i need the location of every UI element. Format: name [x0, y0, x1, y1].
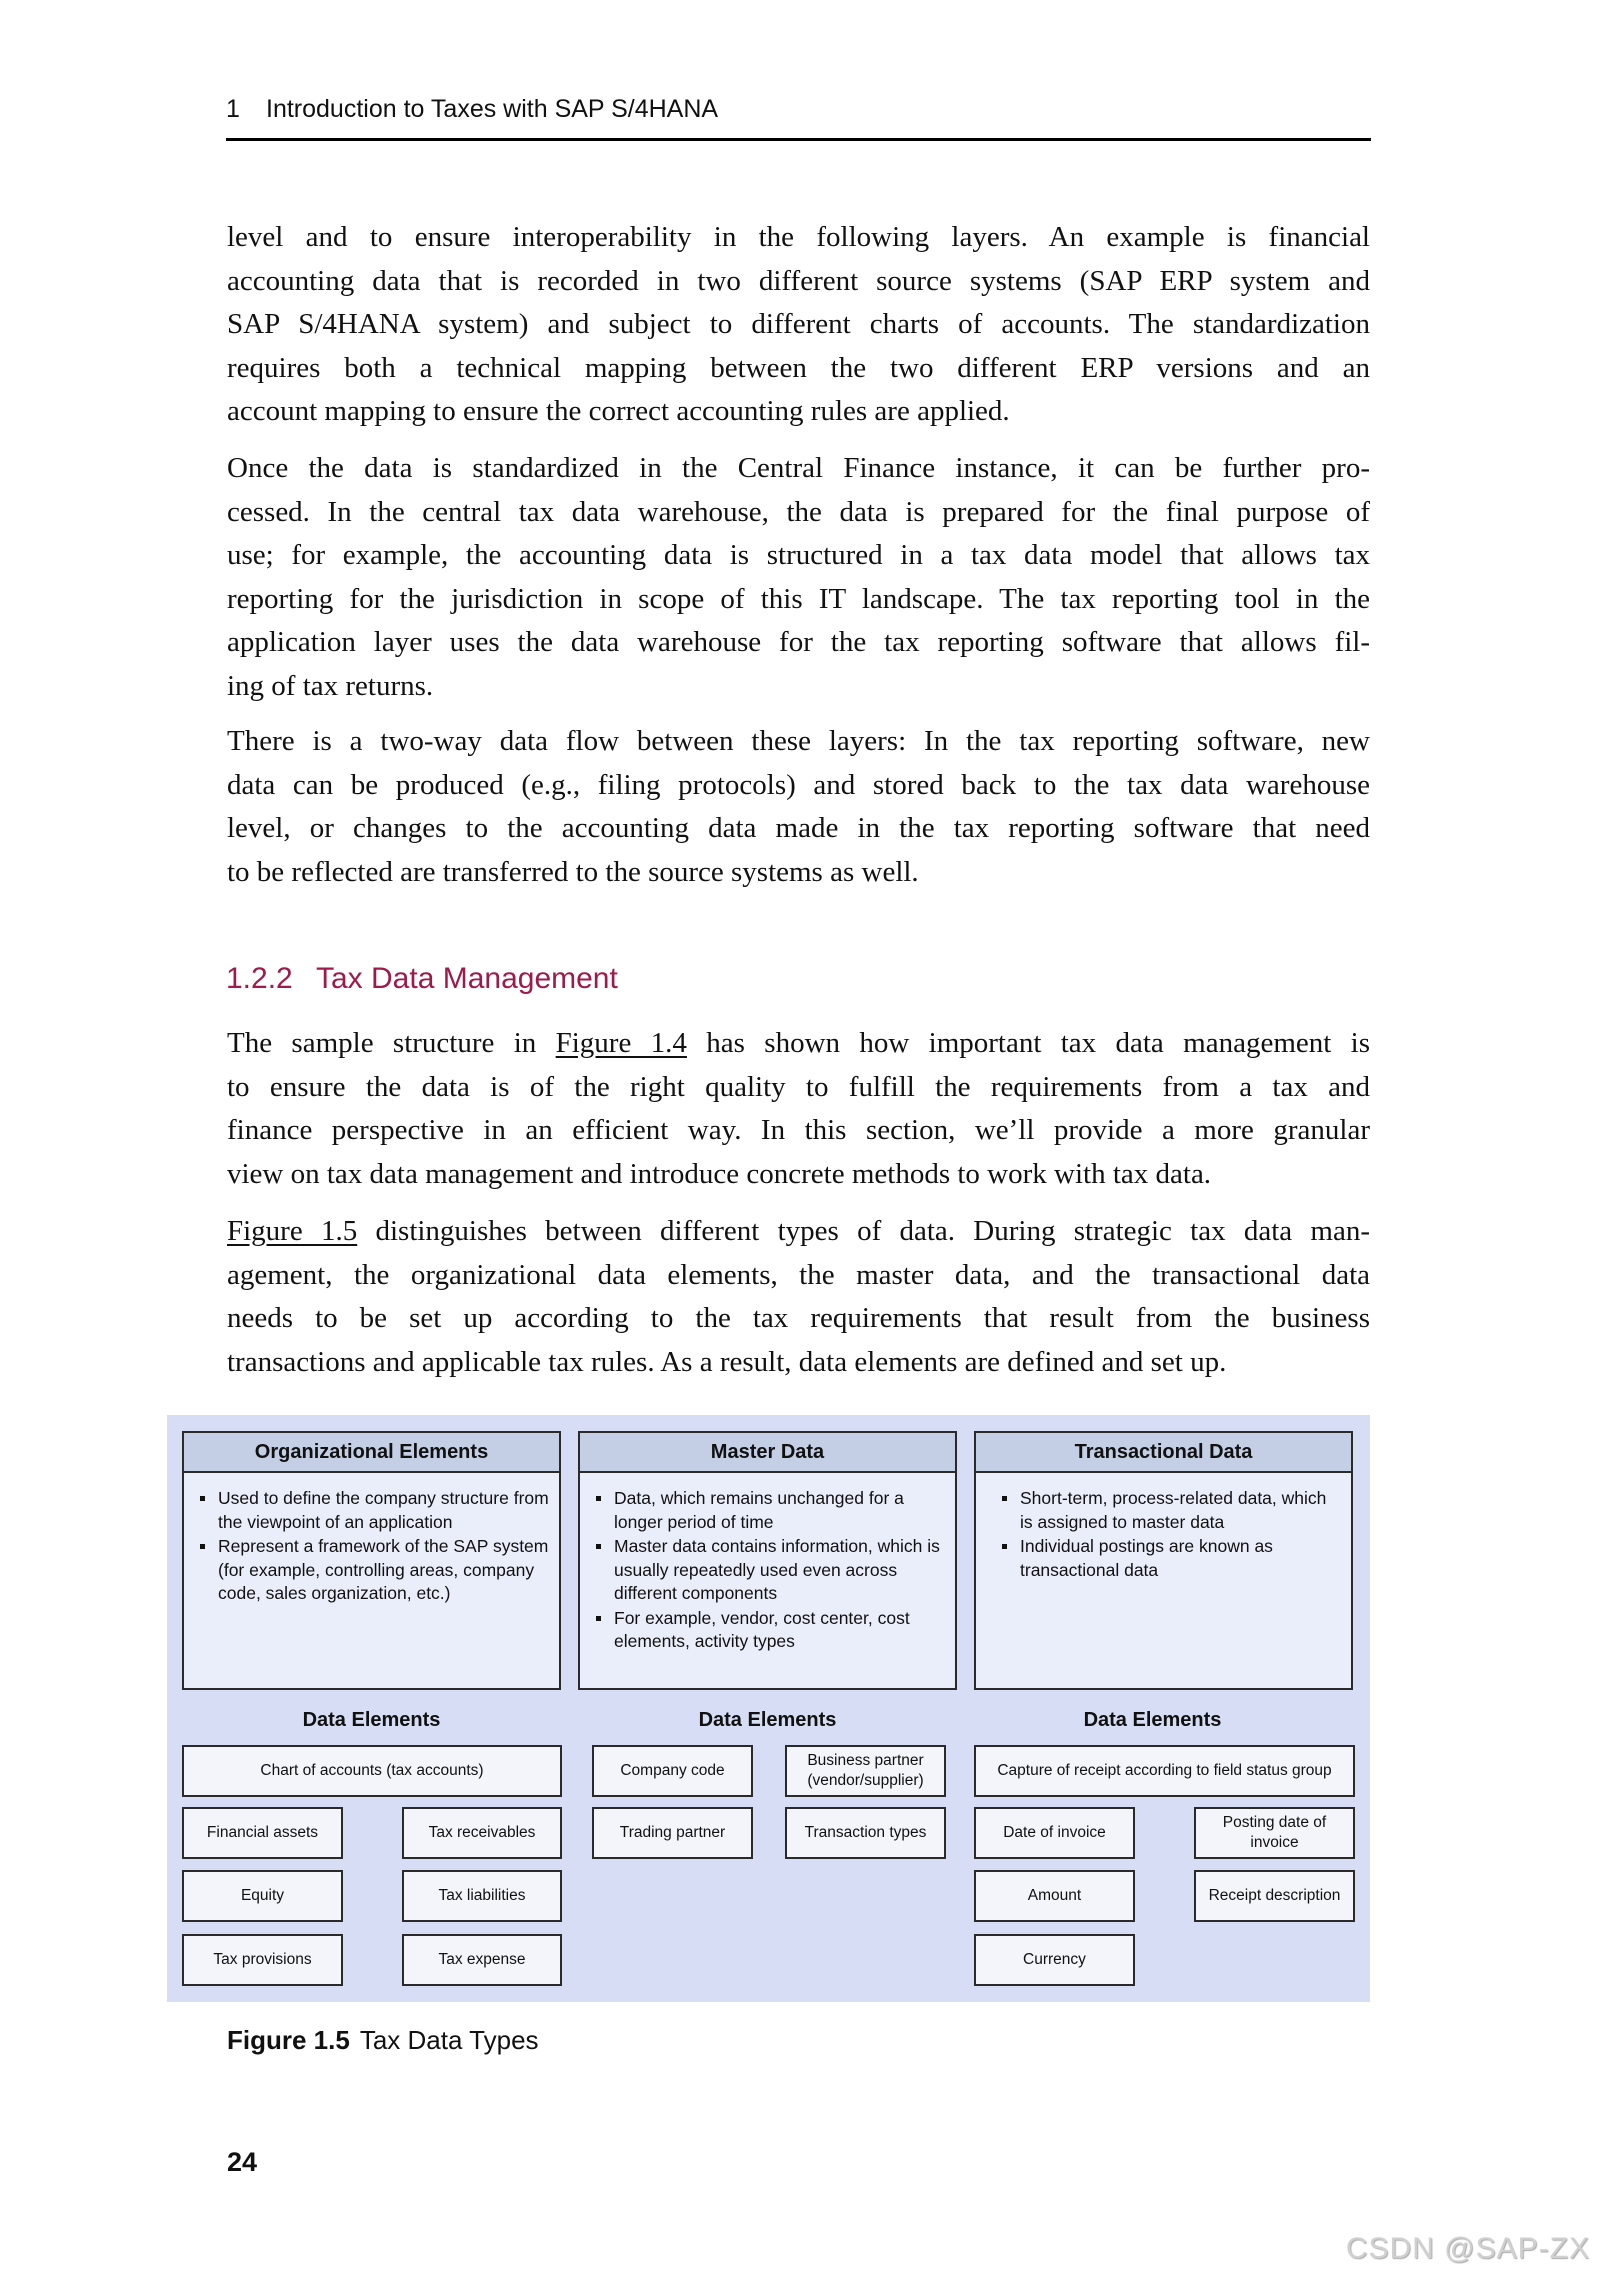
- bullet-item: For example, vendor, cost center, cost elements, activity types: [594, 1607, 945, 1654]
- caption-text: Tax Data Types: [359, 2025, 539, 2055]
- category-title: Master Data: [580, 1433, 955, 1473]
- category-title: Organizational Elements: [184, 1433, 559, 1473]
- text-line: [227, 1022, 1370, 1066]
- figure-1-5-link[interactable]: Figure 1.5: [227, 1215, 358, 1247]
- text-line: finance perspective in an efficient way. In this section, we’ll provide a more granular: [227, 1114, 1370, 1146]
- data-element-box: Financial assets: [182, 1807, 343, 1859]
- bullet-item: Master data contains information, which is usually repeatedly used even across different components: [594, 1535, 945, 1606]
- section-paragraph-2: [227, 1210, 1370, 1384]
- text-line: agement, the organizational data elements, the master data, and the transactional data: [227, 1258, 1370, 1291]
- data-elements-title: Data Elements: [1083, 1709, 1222, 1731]
- bullet-item: Short-term, process-related data, which is assigned to master data: [1000, 1487, 1341, 1534]
- data-element-box: Tax expense: [402, 1934, 562, 1986]
- organizational-elements-box: [182, 1431, 561, 1690]
- text-line: [227, 1210, 1370, 1254]
- bullet-item: Data, which remains unchanged for a longer period of time: [594, 1487, 945, 1534]
- text-line: use; for example, the accounting data is structured in a tax data model that allows tax: [227, 539, 1370, 571]
- running-head: [226, 95, 718, 124]
- data-element-box: Date of invoice: [974, 1807, 1135, 1859]
- text-line: requires both a technical mapping between the two different ERP versions and an: [227, 351, 1370, 384]
- section-paragraph-1: [227, 1022, 1370, 1196]
- data-element-box: Transaction types: [785, 1807, 946, 1859]
- data-elements-title: Data Elements: [302, 1709, 441, 1731]
- caption-label: Figure 1.5: [227, 2025, 350, 2055]
- bullet-list: [198, 1487, 549, 1606]
- data-element-box: Currency: [974, 1934, 1135, 1986]
- text-line: to be reflected are transferred to the source systems as well.: [227, 855, 919, 888]
- section-title: Tax Data Management: [316, 962, 618, 995]
- text-run: has shown how important tax data management is: [686, 1027, 1370, 1059]
- text-line: level, or changes to the accounting data made in the tax reporting software that need: [227, 812, 1370, 844]
- bullet-item: Individual postings are known as transactional data: [1000, 1535, 1341, 1582]
- section-number: 1.2.2: [226, 962, 293, 995]
- text-run: The sample structure in: [227, 1027, 556, 1059]
- data-element-box: Posting date of invoice: [1194, 1807, 1355, 1859]
- text-line: reporting for the jurisdiction in scope of this IT landscape. The tax reporting tool in the: [227, 582, 1370, 615]
- text-line: accounting data that is recorded in two different source systems (SAP ERP system and: [227, 264, 1370, 297]
- transactional-data-box: [974, 1431, 1353, 1690]
- paragraph-2: [227, 447, 1370, 708]
- data-element-box: Capture of receipt according to field status group: [974, 1745, 1355, 1797]
- text-line: transactions and applicable tax rules. As a result, data elements are defined and set up.: [227, 1345, 1227, 1378]
- text-line: There is a two-way data flow between these layers: In the tax reporting software, new: [227, 725, 1370, 757]
- header-rule: [226, 138, 1371, 141]
- bullet-list: [594, 1487, 945, 1654]
- bullet-item: Used to define the company structure from the viewpoint of an application: [198, 1487, 549, 1534]
- data-element-box: Equity: [182, 1870, 343, 1922]
- page-number: 24: [227, 2147, 258, 2177]
- data-element-box: Business partner (vendor/supplier): [785, 1745, 946, 1797]
- data-element-box: Tax liabilities: [402, 1870, 562, 1922]
- data-element-box: Tax provisions: [182, 1934, 343, 1986]
- text-line: cessed. In the central tax data warehouse, the data is prepared for the final purpose of: [227, 495, 1370, 528]
- text-line: view on tax data management and introduce concrete methods to work with tax data.: [227, 1157, 1212, 1190]
- text-line: Once the data is standardized in the Central Finance instance, it can be further pro-: [227, 452, 1370, 484]
- watermark: CSDN @SAP-ZX: [1345, 2232, 1590, 2265]
- chapter-title: Introduction to Taxes with SAP S/4HANA: [266, 95, 719, 123]
- data-elements-title: Data Elements: [698, 1709, 837, 1731]
- section-heading: [226, 962, 618, 996]
- data-element-box: Company code: [592, 1745, 753, 1797]
- text-line: application layer uses the data warehouse for the tax reporting software that allows fil-: [227, 626, 1370, 658]
- text-run: distinguishes between different types of data. During strategic tax data man-: [357, 1215, 1370, 1247]
- data-element-box: Trading partner: [592, 1807, 753, 1859]
- category-title: Transactional Data: [976, 1433, 1351, 1473]
- chapter-number: 1: [226, 95, 240, 123]
- figure-1-4-link[interactable]: Figure 1.4: [555, 1027, 687, 1059]
- paragraph-1: [227, 216, 1370, 434]
- figure-tax-data-types: [167, 1415, 1370, 2002]
- text-line: level and to ensure interoperability in the following layers. An example is financial: [227, 221, 1370, 253]
- text-line: account mapping to ensure the correct accounting rules are applied.: [227, 395, 1010, 427]
- paragraph-3: [227, 720, 1370, 894]
- bullet-list: [1000, 1487, 1341, 1582]
- bullet-item: Represent a framework of the SAP system (for example, controlling areas, company code, sales organization, etc.): [198, 1535, 549, 1606]
- master-data-box: [578, 1431, 957, 1690]
- figure-caption: [227, 2025, 539, 2056]
- data-element-box: Receipt description: [1194, 1870, 1355, 1922]
- data-element-box: Amount: [974, 1870, 1135, 1922]
- text-line: ing of tax returns.: [227, 669, 434, 702]
- text-line: to ensure the data is of the right quality to fulfill the requirements from a tax and: [227, 1070, 1370, 1103]
- text-line: data can be produced (e.g., filing protocols) and stored back to the tax data warehouse: [227, 768, 1370, 801]
- data-element-box: Tax receivables: [402, 1807, 562, 1859]
- text-line: SAP S/4HANA system) and subject to different charts of accounts. The standardization: [227, 308, 1370, 340]
- data-element-box: Chart of accounts (tax accounts): [182, 1745, 562, 1797]
- text-line: needs to be set up according to the tax requirements that result from the business: [227, 1302, 1370, 1334]
